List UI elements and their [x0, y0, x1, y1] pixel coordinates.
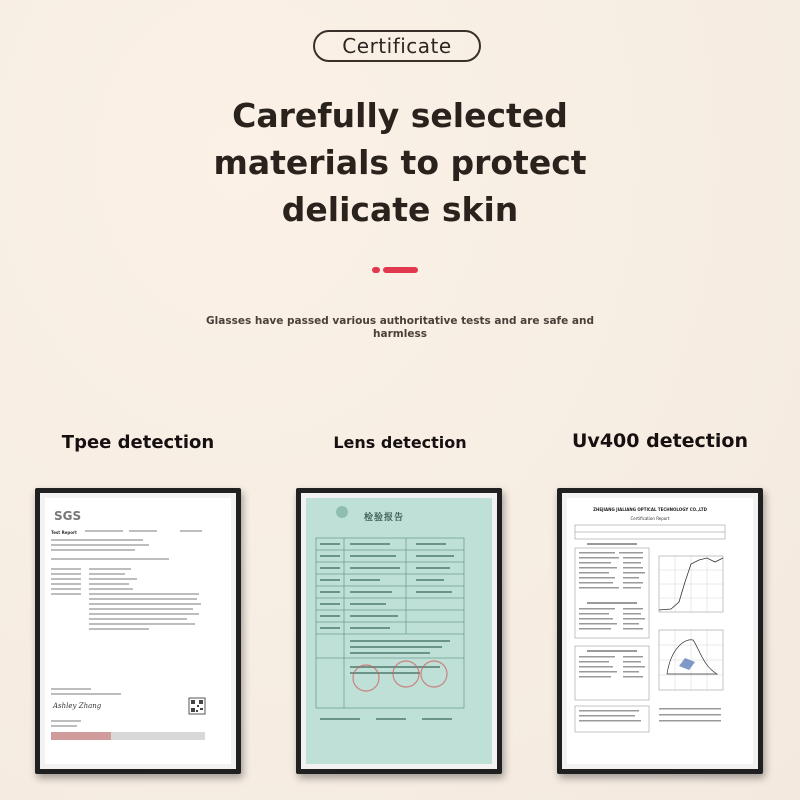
company-name: ZHEJIANG JIALIANG OPTICAL TECHNOLOGY CO.,LTD	[593, 507, 707, 512]
uv400-certification-report-document	[567, 498, 753, 764]
certificate-frame-tpee	[35, 488, 241, 774]
lens-report-table	[306, 498, 472, 744]
lens-inspection-report-document	[306, 498, 492, 764]
subtitle-line-1: Glasses have passed various authoritative tests and are safe and	[206, 315, 594, 327]
subtitle-line-2: harmless	[373, 328, 427, 340]
sgs-test-report-document	[45, 498, 231, 764]
headline-line-2: materials to protect	[213, 143, 587, 182]
subtitle	[200, 315, 600, 341]
certificate-badge-label: Certificate	[342, 34, 452, 58]
certificate-badge	[313, 30, 481, 62]
sgs-logo: SGS	[54, 509, 82, 523]
accent-dot	[372, 267, 380, 273]
caption-uv400-detection: Uv400 detection	[572, 430, 748, 452]
accent-bar	[383, 267, 418, 273]
certificate-frame-uv400	[557, 488, 763, 774]
headline	[150, 92, 650, 233]
lens-report-heading: 检验报告	[364, 513, 405, 523]
caption-tpee-detection: Tpee detection	[61, 432, 215, 453]
headline-line-1: Carefully selected	[232, 96, 568, 135]
signature: Ashley Zhang	[53, 702, 102, 710]
caption-lens-detection: Lens detection	[333, 433, 467, 452]
test-report-heading: Test Report	[51, 530, 77, 535]
headline-line-3: delicate skin	[281, 190, 519, 229]
certification-report-heading: Certification Report	[630, 516, 670, 521]
certificate-frame-lens	[296, 488, 502, 774]
uv400-report-body	[567, 498, 733, 744]
